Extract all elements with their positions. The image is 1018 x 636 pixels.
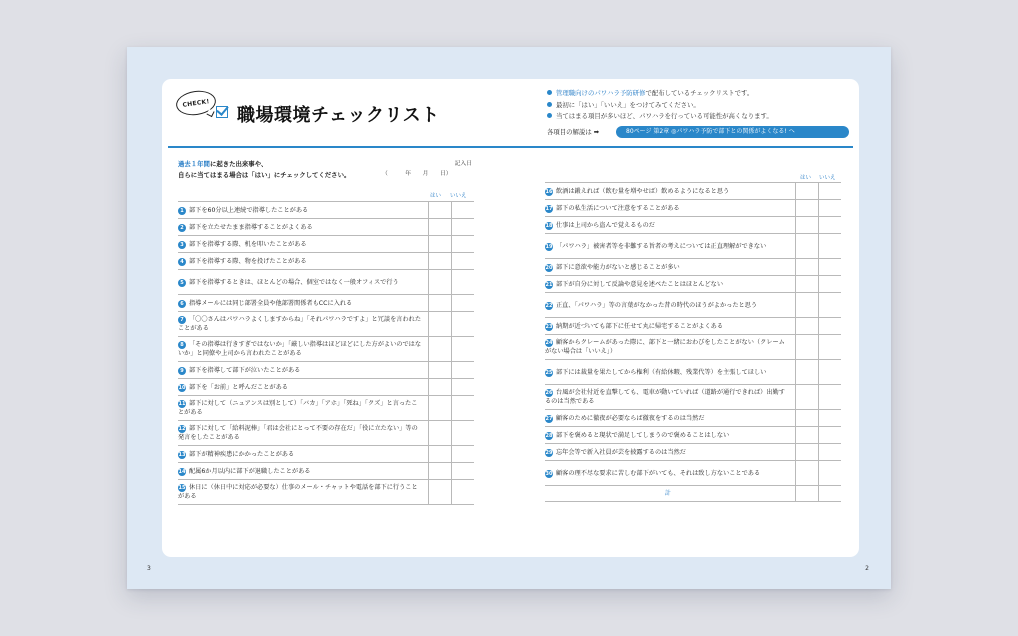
no-checkbox[interactable]: [818, 427, 841, 444]
checklist-row: [178, 253, 474, 270]
checklist-row: [178, 270, 474, 295]
yes-checkbox[interactable]: [428, 312, 451, 337]
checklist-row: [178, 421, 474, 446]
item-cell: [178, 312, 428, 337]
page-number-left: 3: [147, 565, 151, 572]
checklist-row: [178, 480, 474, 505]
checklist-page: [162, 79, 859, 557]
item-text: 部下には裁量を果たしてから権利（有給休暇、残業代等）を主張してほしい: [556, 368, 767, 376]
item-text: 「パワハラ」被害者等を非難する旨者の考えについては正直理解ができない: [556, 242, 767, 250]
no-checkbox[interactable]: [818, 234, 841, 259]
item-cell: [178, 219, 428, 236]
checklist-row: [178, 396, 474, 421]
yes-checkbox[interactable]: [795, 335, 818, 360]
yes-checkbox[interactable]: [428, 270, 451, 295]
no-checkbox[interactable]: [818, 183, 841, 200]
total-no-cell[interactable]: [818, 486, 841, 502]
item-number-badge: 18: [545, 222, 553, 229]
item-number-badge: 17: [545, 205, 553, 212]
item-cell: [545, 259, 795, 276]
item-number-badge: 23: [545, 323, 553, 330]
item-text: 顧客の理不尽な要求に苦しむ部下がいても、それは致し方ないことである: [556, 469, 761, 477]
item-number-badge: 24: [545, 340, 553, 346]
item-number-badge: 21: [545, 281, 553, 288]
item-number-badge: 22: [545, 302, 553, 309]
item-text: 台風が会社付近を直撃しても、電車が動いていれば（道路が通行できれば）出勤するのは当然である: [545, 389, 785, 405]
checklist-row: [545, 360, 841, 385]
yes-checkbox[interactable]: [795, 461, 818, 486]
yes-checkbox[interactable]: [428, 219, 451, 236]
no-checkbox[interactable]: [451, 337, 474, 362]
checkbox-icon: [216, 106, 228, 118]
item-text: 「その指導は行きすぎではないか」「厳しい指導はほどほどにした方がよいのではないか」と同僚や上司から言われたことがある: [178, 341, 422, 357]
checklist-row: [178, 379, 474, 396]
yes-checkbox[interactable]: [795, 200, 818, 217]
yes-checkbox[interactable]: [795, 293, 818, 318]
bullet-icon: [547, 90, 552, 95]
no-checkbox[interactable]: [451, 446, 474, 463]
no-checkbox[interactable]: [451, 396, 474, 421]
item-cell: [545, 183, 795, 200]
yes-checkbox[interactable]: [428, 446, 451, 463]
yes-checkbox[interactable]: [428, 421, 451, 446]
reference-link[interactable]: 80ページ 第2章 ◎パワハラ予防で部下との関係がよくなる! へ: [616, 126, 849, 138]
checklist-row: [545, 276, 841, 293]
instructions-line1: に起きた出来事や、: [209, 160, 268, 168]
item-text: 部下を指導する際、机を叩いたことがある: [189, 240, 307, 248]
item-text: 配属6か月以内に部下が退職したことがある: [189, 467, 311, 475]
entry-date-fields[interactable]: （ 年 月 日）: [382, 171, 452, 177]
no-checkbox[interactable]: [451, 312, 474, 337]
item-number-badge: 16: [545, 188, 553, 195]
left-yes-header: はい: [430, 193, 442, 199]
item-number-badge: 27: [545, 415, 553, 422]
checklist-row: [545, 335, 841, 360]
no-checkbox[interactable]: [818, 360, 841, 385]
reference-label: 各項目の解説は ➡: [547, 128, 600, 136]
item-text: 指導メールには同じ部署全員や他部署関係者もCCに入れる: [189, 299, 353, 307]
entry-date-label: 記入日: [454, 161, 472, 167]
item-text: 休日に（休日中に対応が必要な）仕事のメール・チャットや電話を部下に行うことがある: [178, 484, 418, 500]
yes-checkbox[interactable]: [795, 259, 818, 276]
item-number-badge: 29: [545, 449, 553, 456]
note-text: 最初に「はい」「いいえ」をつけてみてください。: [556, 100, 700, 109]
item-number-badge: 12: [178, 426, 186, 432]
no-checkbox[interactable]: [451, 202, 474, 219]
left-no-header: いいえ: [450, 193, 467, 199]
item-number-badge: 5: [178, 279, 186, 287]
no-checkbox[interactable]: [451, 253, 474, 270]
item-cell: [545, 318, 795, 335]
intro-note: [547, 88, 847, 100]
page-title: 職場環境チェックリスト: [237, 105, 440, 126]
bullet-icon: [547, 113, 552, 118]
item-number-badge: 25: [545, 369, 553, 376]
item-number-badge: 28: [545, 432, 553, 439]
checklist-row: [178, 312, 474, 337]
item-number-badge: 9: [178, 367, 186, 375]
no-checkbox[interactable]: [818, 444, 841, 461]
note-text: で配布しているチェックリストです。: [645, 89, 754, 97]
no-checkbox[interactable]: [451, 480, 474, 505]
item-text: 「〇〇さんはパワハラよくしますからね」「それパワハラですよ」と冗談を言われたことがある: [178, 316, 422, 332]
intro-notes: [547, 88, 847, 123]
yes-checkbox[interactable]: [428, 253, 451, 270]
right-checklist: [545, 182, 841, 502]
item-text: 納期が近づいても部下に任せて丸に帰宅することがよくある: [556, 322, 724, 330]
left-checklist: [178, 201, 474, 505]
checklist-row: [545, 461, 841, 486]
checklist-row: [178, 337, 474, 362]
checklist-row: [545, 234, 841, 259]
item-cell: [178, 236, 428, 253]
item-text: 部下が精神疾患にかかったことがある: [189, 450, 295, 458]
no-checkbox[interactable]: [451, 379, 474, 396]
yes-checkbox[interactable]: [428, 202, 451, 219]
item-cell: [178, 446, 428, 463]
item-number-badge: 14: [178, 468, 186, 475]
item-number-badge: 4: [178, 258, 186, 266]
no-checkbox[interactable]: [451, 219, 474, 236]
item-text: 部下を立たせたまま指導することがよくある: [189, 223, 313, 231]
item-text: 部下を指導して部下が泣いたことがある: [189, 366, 301, 374]
item-cell: [545, 360, 795, 385]
item-cell: [545, 217, 795, 234]
item-cell: [178, 337, 428, 362]
item-cell: [178, 396, 428, 421]
item-text: 飲酒は鍛えれば（飲む量を増やせば）飲めるようになると思う: [556, 187, 730, 195]
yes-checkbox[interactable]: [795, 385, 818, 410]
intro-note: [547, 111, 847, 123]
checklist-row: [545, 217, 841, 234]
yes-checkbox[interactable]: [795, 444, 818, 461]
bullet-icon: [547, 102, 552, 107]
intro-note: [547, 100, 847, 112]
item-number-badge: 26: [545, 390, 553, 396]
no-checkbox[interactable]: [818, 293, 841, 318]
checklist-row: [178, 236, 474, 253]
item-cell: [545, 234, 795, 259]
checklist-row: [545, 385, 841, 410]
instructions: [178, 159, 350, 181]
right-yes-header: はい: [800, 175, 812, 181]
item-text: 顧客からクレームがあった際に、部下と一緒におわびをしたことがない（クレームがない場合は「いいえ」）: [545, 339, 785, 355]
checklist-row: [545, 183, 841, 200]
checklist-row: [178, 446, 474, 463]
no-checkbox[interactable]: [818, 200, 841, 217]
no-checkbox[interactable]: [818, 461, 841, 486]
item-number-badge: 8: [178, 341, 186, 349]
right-no-header: いいえ: [819, 175, 836, 181]
item-text: 顧客のために徹夜が必要ならば徹夜をするのは当然だ: [556, 414, 705, 422]
checklist-row: [178, 463, 474, 480]
checklist-row: [178, 219, 474, 236]
yes-checkbox[interactable]: [428, 295, 451, 312]
item-cell: [545, 410, 795, 427]
note-highlight: 管理職向けのパワハラ予防研修: [556, 89, 646, 97]
no-checkbox[interactable]: [451, 295, 474, 312]
page-number-right: 2: [865, 565, 869, 572]
yes-checkbox[interactable]: [795, 360, 818, 385]
no-checkbox[interactable]: [818, 276, 841, 293]
yes-checkbox[interactable]: [795, 217, 818, 234]
no-checkbox[interactable]: [818, 335, 841, 360]
no-checkbox[interactable]: [818, 217, 841, 234]
checklist-row: [178, 295, 474, 312]
instructions-highlight: 過去１年間: [178, 160, 210, 168]
no-checkbox[interactable]: [818, 385, 841, 410]
yes-checkbox[interactable]: [795, 410, 818, 427]
no-checkbox[interactable]: [451, 362, 474, 379]
no-checkbox[interactable]: [818, 410, 841, 427]
yes-checkbox[interactable]: [428, 379, 451, 396]
item-cell: [178, 480, 428, 505]
item-text: 忘年会等で新入社員が芸を披露するのは当然だ: [556, 448, 686, 456]
item-text: 部下を60分以上連続で指導したことがある: [189, 206, 309, 214]
yes-checkbox[interactable]: [795, 427, 818, 444]
item-cell: [545, 276, 795, 293]
yes-checkbox[interactable]: [428, 236, 451, 253]
item-cell: [178, 202, 428, 219]
yes-checkbox[interactable]: [428, 362, 451, 379]
item-number-badge: 6: [178, 300, 186, 308]
item-cell: [178, 253, 428, 270]
item-number-badge: 2: [178, 224, 186, 232]
checklist-row: [178, 362, 474, 379]
checklist-row: [545, 427, 841, 444]
total-yes-cell[interactable]: [795, 486, 818, 502]
item-text: 仕事は上司から盗んで覚えるものだ: [556, 221, 655, 229]
checklist-row: [545, 259, 841, 276]
yes-checkbox[interactable]: [795, 276, 818, 293]
yes-checkbox[interactable]: [795, 318, 818, 335]
instructions-line2: 自らに当てはまる場合は「はい」にチェックしてください。: [178, 171, 351, 179]
item-text: 部下を褒めると現状で満足してしまうので褒めることはしない: [556, 431, 730, 439]
no-checkbox[interactable]: [451, 236, 474, 253]
checklist-row: [545, 293, 841, 318]
checklist-row: [545, 200, 841, 217]
item-cell: [178, 379, 428, 396]
yes-checkbox[interactable]: [428, 337, 451, 362]
item-cell: [545, 293, 795, 318]
no-checkbox[interactable]: [818, 318, 841, 335]
item-number-badge: 1: [178, 207, 186, 215]
item-text: 部下に対して「給料泥棒」「君は会社にとって不要の存在だ」「役に立たない」等の発言をしたことがある: [178, 425, 418, 441]
item-number-badge: 3: [178, 241, 186, 249]
item-number-badge: 10: [178, 384, 186, 391]
no-checkbox[interactable]: [451, 421, 474, 446]
no-checkbox[interactable]: [451, 270, 474, 295]
item-cell: [545, 335, 795, 360]
item-cell: [178, 463, 428, 480]
item-number-badge: 15: [178, 485, 186, 491]
item-cell: [545, 427, 795, 444]
item-number-badge: 19: [545, 243, 553, 250]
item-number-badge: 7: [178, 316, 186, 324]
yes-checkbox[interactable]: [795, 183, 818, 200]
item-text: 部下の私生活について注意をすることがある: [556, 204, 680, 212]
item-text: 部下に対して（ニュアンスは別として）「バカ」「アホ」「死ね」「クズ」と言ったことがある: [178, 400, 418, 416]
item-cell: [545, 444, 795, 461]
checklist-row: [178, 202, 474, 219]
item-text: 正直、「パワハラ」等の言葉がなかった昔の時代のほうがよかったと思う: [556, 301, 758, 309]
item-cell: [178, 295, 428, 312]
checklist-row: [545, 318, 841, 335]
total-label: 計: [545, 486, 795, 502]
yes-checkbox[interactable]: [428, 463, 451, 480]
item-number-badge: 11: [178, 401, 186, 407]
no-checkbox[interactable]: [818, 259, 841, 276]
item-cell: [178, 421, 428, 446]
item-cell: [178, 270, 428, 295]
check-badge: CHECK!: [175, 88, 218, 117]
checklist-row: [545, 410, 841, 427]
yes-checkbox[interactable]: [428, 480, 451, 505]
item-cell: [545, 461, 795, 486]
total-row: [545, 486, 841, 502]
header-divider: [168, 146, 853, 148]
item-text: 部下を指導する際、物を投げたことがある: [189, 257, 307, 265]
item-cell: [178, 362, 428, 379]
item-cell: [545, 385, 795, 410]
item-number-badge: 20: [545, 264, 553, 271]
item-text: 部下を指導するときは、ほとんどの場合、個室ではなく一般オフィスで行う: [189, 278, 399, 286]
item-number-badge: 13: [178, 451, 186, 458]
item-number-badge: 30: [545, 470, 553, 477]
note-text: 当てはまる項目が多いほど、パワハラを行っている可能性が高くなります。: [556, 112, 773, 120]
yes-checkbox[interactable]: [428, 396, 451, 421]
document-spread: [127, 47, 891, 589]
no-checkbox[interactable]: [451, 463, 474, 480]
checklist-row: [545, 444, 841, 461]
item-text: 部下が自分に対して反論や意見を述べたことはほとんどない: [556, 280, 724, 288]
item-cell: [545, 200, 795, 217]
item-text: 部下を「お前」と呼んだことがある: [189, 383, 288, 391]
yes-checkbox[interactable]: [795, 234, 818, 259]
item-text: 部下に意欲や能力がないと感じることが多い: [556, 263, 680, 271]
